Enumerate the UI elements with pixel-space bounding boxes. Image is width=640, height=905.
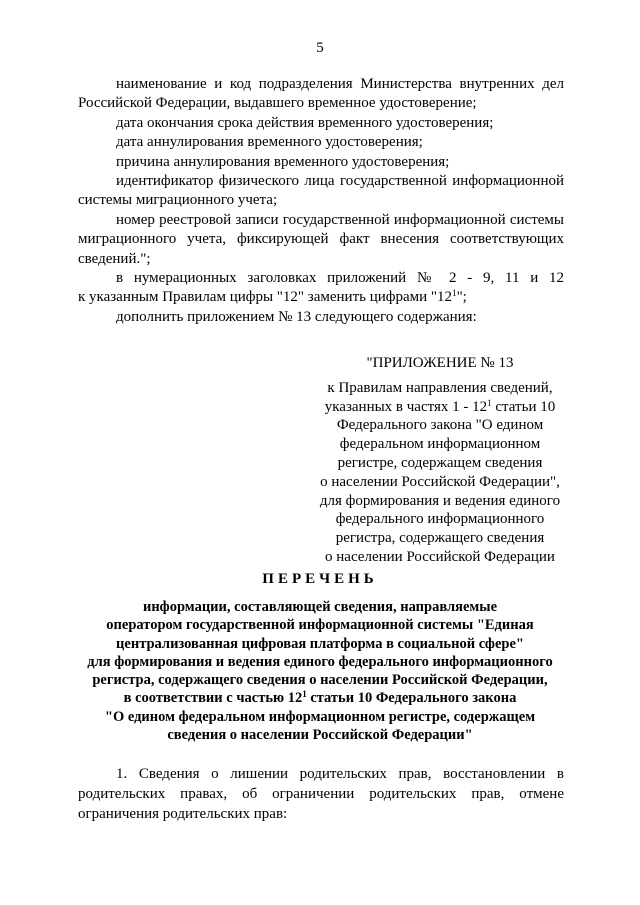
amend-text: к указанным Правилам цифры "12" заменить цифрами "12 xyxy=(78,289,453,306)
superscript: 1 xyxy=(302,689,307,700)
amend-text-end: "; xyxy=(456,289,467,306)
appendix-line: Федерального закона "О едином xyxy=(336,417,544,434)
appendix-line: для формирования и ведения единого xyxy=(319,492,561,509)
perechen-line: информации, составляющей сведения, направляемые xyxy=(142,599,498,615)
appendix-line: о населении Российской Федерации", xyxy=(320,473,560,490)
paragraph-amend-line2 xyxy=(78,288,564,307)
perechen-line: централизованная цифровая платформа в социальной сфере" xyxy=(116,635,524,652)
perechen-line: регистра, содержащего сведения о населении Российской Федерации, xyxy=(92,672,548,689)
appendix-line: регистра, содержащего сведения xyxy=(335,530,545,547)
perechen-text: в соответствии с частью 12 xyxy=(123,690,303,707)
paragraph-subdivision-name: наименование и код подразделения Министерства внутренних дел Российской Федерации, выдавшего временное удостоверение; xyxy=(78,76,564,112)
paragraph-add-appendix: дополнить приложением № 13 следующего содержания: xyxy=(116,308,477,325)
paragraph-amend-line1: в нумерационных заголовках приложений № 2 - 9, 11 и 12 xyxy=(116,270,564,287)
page-number: 5 xyxy=(316,40,324,56)
perechen-line: "О едином федеральном информационном регистре, содержащем xyxy=(104,708,536,725)
appendix-text: статьи 10 xyxy=(491,398,556,415)
appendix-line: регистре, содержащем сведения xyxy=(337,454,543,471)
perechen-line: сведения о населении Российской Федерации" xyxy=(167,727,473,744)
appendix-title: "ПРИЛОЖЕНИЕ № 13 xyxy=(366,355,514,371)
perechen-line: оператором государственной информационной системы "Единая xyxy=(106,617,534,634)
superscript: 1 xyxy=(452,288,457,299)
paragraph-expiry-date: дата окончания срока действия временного удостоверения; xyxy=(116,114,494,131)
perechen-line: для формирования и ведения единого федерального информационного xyxy=(87,653,553,670)
paragraph-registry-record: номер реестровой записи государственной информационной системы миграционного учета, фиксирующей факт внесения соответствующих сведений."; xyxy=(78,211,564,267)
perechen-line xyxy=(0,689,640,707)
paragraph-cancellation-reason: причина аннулирования временного удостоверения; xyxy=(116,153,450,170)
appendix-line xyxy=(300,398,580,417)
paragraph-person-identifier: идентификатор физического лица государственной информационной системы миграционного учета; xyxy=(78,173,564,209)
appendix-line: федерального информационного xyxy=(335,511,545,528)
section-1-paragraph: 1. Сведения о лишении родительских прав, восстановлении в родительских правах, об ограничении родительских прав, отмене ограничения родительских прав: xyxy=(78,766,564,822)
appendix-line: о населении Российской Федерации xyxy=(325,548,555,565)
superscript: 1 xyxy=(487,397,492,408)
paragraph-cancellation-date: дата аннулирования временного удостоверения; xyxy=(116,134,423,151)
appendix-line: к Правилам направления сведений, xyxy=(327,379,553,396)
perechen-subtitle xyxy=(0,598,640,744)
section-1 xyxy=(78,765,564,824)
perechen-title: ПЕРЕЧЕНЬ xyxy=(262,571,378,587)
body-text xyxy=(78,75,564,327)
appendix-header xyxy=(300,354,580,567)
appendix-text: указанных в частях 1 - 12 xyxy=(324,398,488,415)
perechen-text: статьи 10 Федерального закона xyxy=(306,690,517,707)
appendix-line: федеральном информационном xyxy=(339,436,541,453)
